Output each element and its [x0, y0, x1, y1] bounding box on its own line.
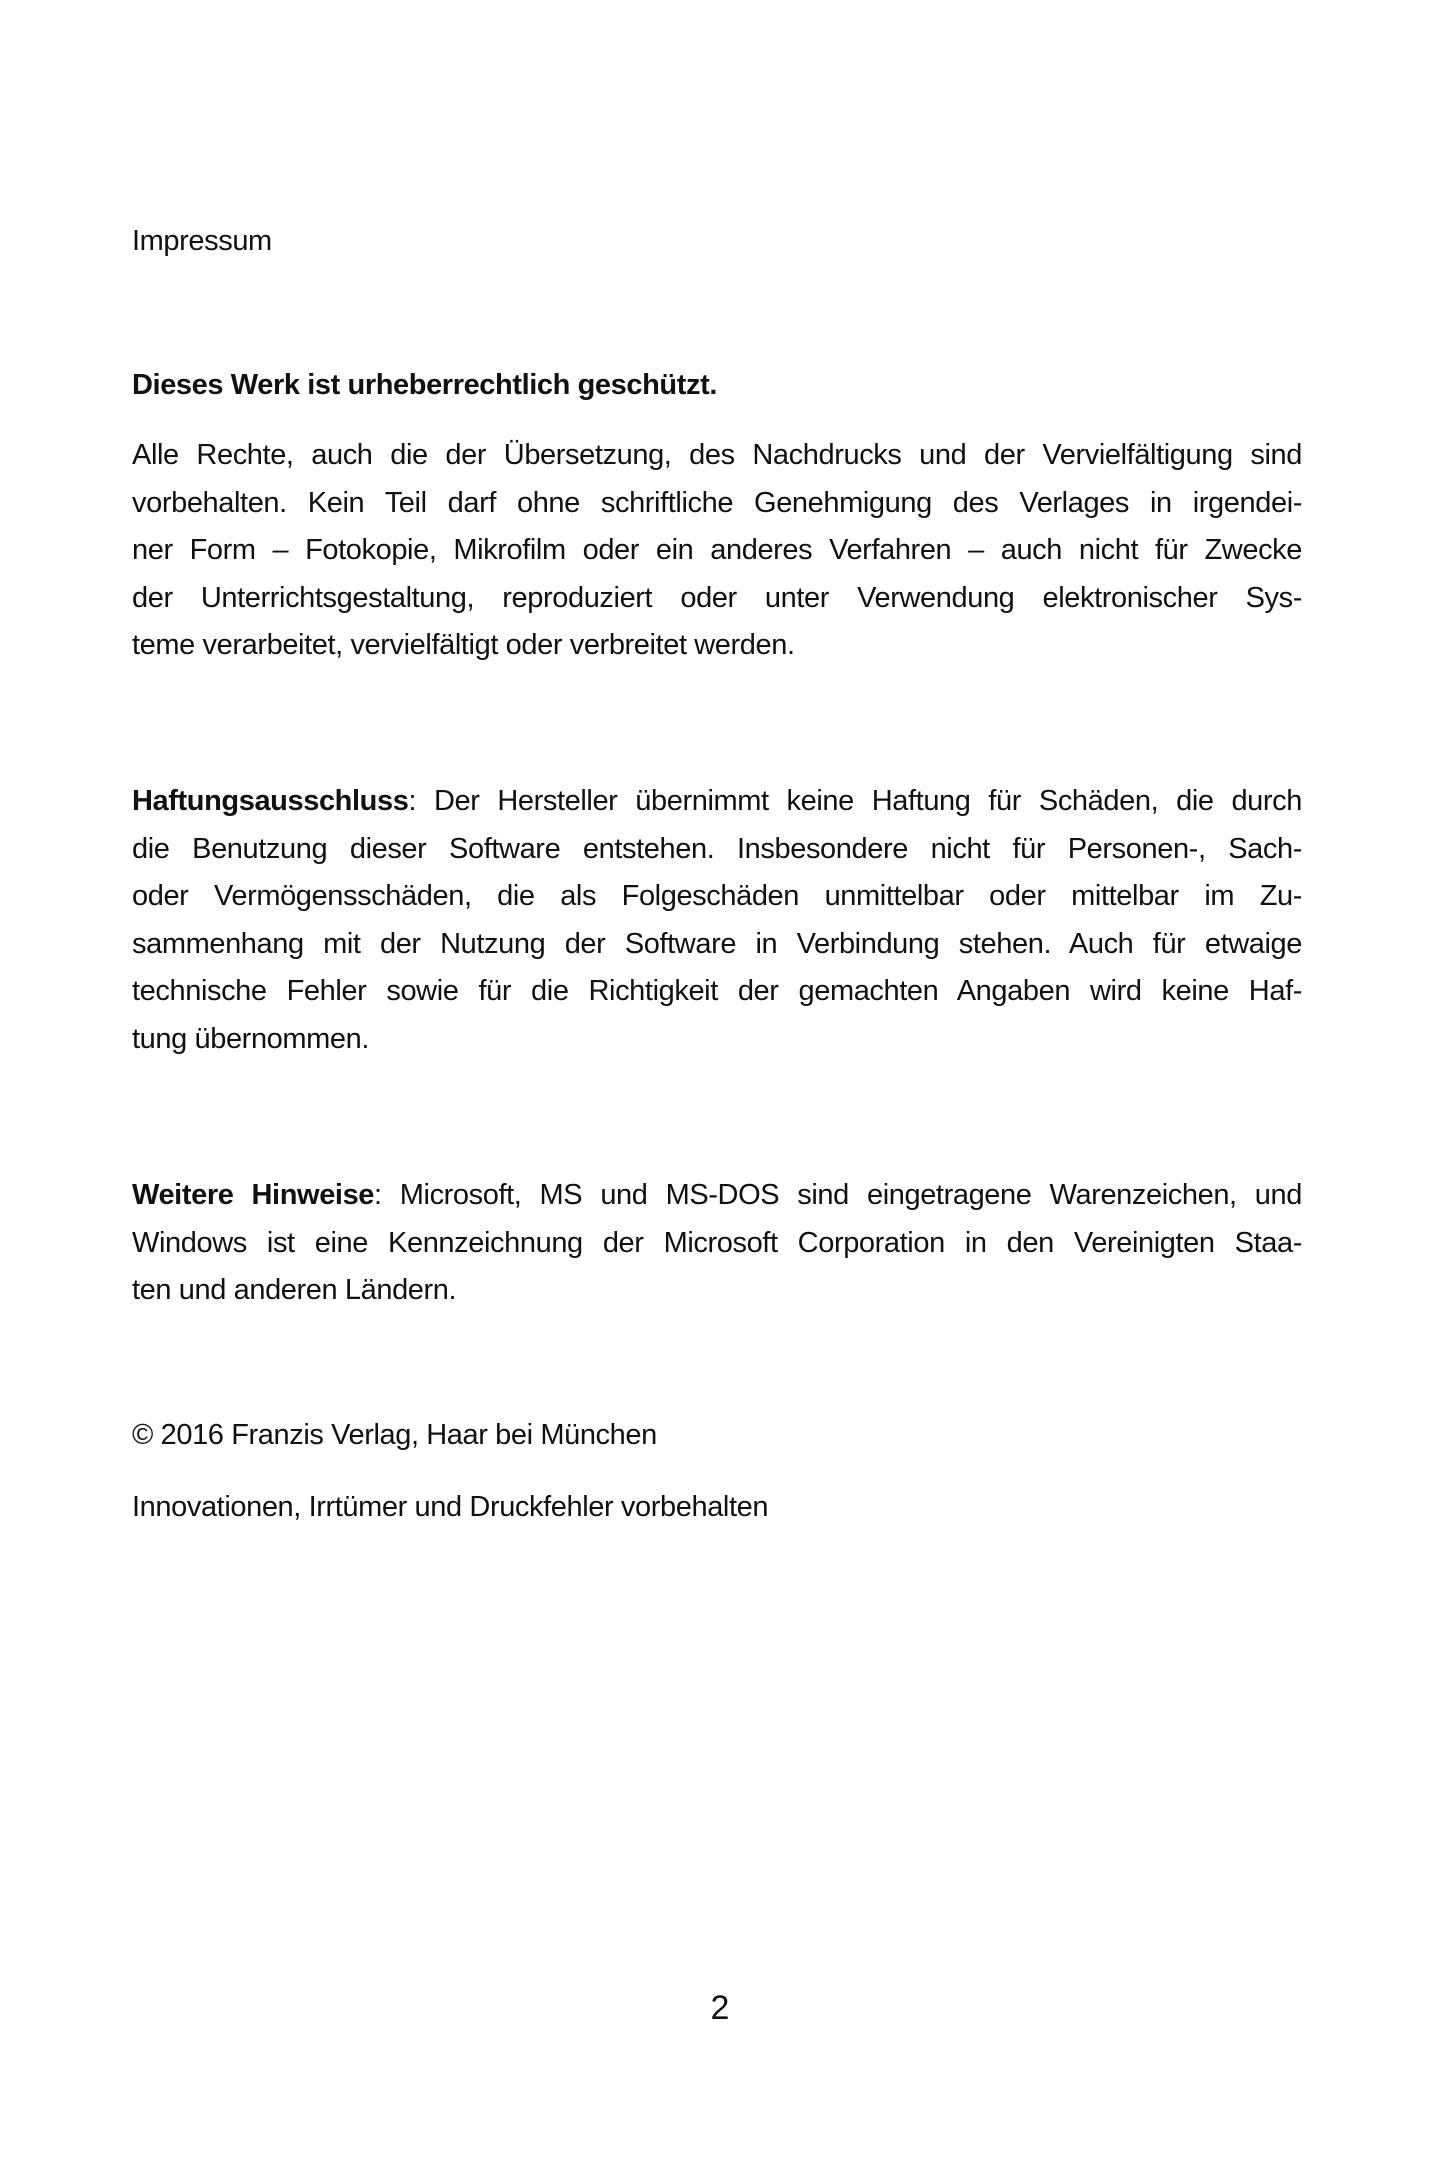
rights-paragraph: [132, 432, 1302, 670]
paragraph-line: Windows ist eine Kennzeichnung der Microsoft Corporation in den Vereinigten Staa-: [132, 1226, 1302, 1259]
copyright-line: © 2016 Franzis Verlag, Haar bei München: [132, 1419, 657, 1451]
paragraph-line: technische Fehler sowie für die Richtigkeit der gemachten Angaben wird keine Haf-: [132, 975, 1302, 1008]
disclaimer-first-line-text: : Der Hersteller übernimmt keine Haftung für Schäden, die durch: [408, 785, 1302, 817]
paragraph-line: oder Vermögensschäden, die als Folgeschäden unmittelbar oder mittelbar im Zu-: [132, 880, 1302, 913]
disclaimer-paragraph: [132, 778, 1302, 1064]
notes-paragraph: [132, 1172, 1302, 1315]
paragraph-line: Alle Rechte, auch die der Übersetzung, des Nachdrucks und der Vervielfältigung sind: [132, 439, 1302, 471]
paragraph-line: vorbehalten. Kein Teil darf ohne schriftliche Genehmigung des Verlages in irgendei-: [132, 486, 1302, 519]
paragraph-line: ner Form – Fotokopie, Mikrofilm oder ein anderes Verfahren – auch nicht für Zwecke: [132, 534, 1302, 567]
page-number: 2: [710, 1989, 730, 2027]
paragraph-line: ten und anderen Ländern.: [132, 1274, 457, 1307]
paragraph-line: die Benutzung dieser Software entstehen. Insbesondere nicht für Personen-, Sach-: [132, 832, 1302, 865]
copyright-heading: Dieses Werk ist urheberrechtlich geschützt.: [132, 369, 718, 401]
paragraph-line: tung übernommen.: [132, 1022, 370, 1055]
notes-label: Weitere Hinweise: [132, 1179, 375, 1211]
reservation-line: Innovationen, Irrtümer und Druckfehler vorbehalten: [132, 1491, 769, 1523]
paragraph-line: [132, 778, 1302, 826]
notes-first-line-text: : Microsoft, MS und MS-DOS sind eingetragene Warenzeichen, und: [374, 1179, 1302, 1211]
paragraph-line: sammenhang mit der Nutzung der Software in Verbindung stehen. Auch für etwaige: [132, 927, 1302, 960]
disclaimer-label: Haftungsausschluss: [132, 785, 409, 817]
paragraph-line: der Unterrichtsgestaltung, reproduziert oder unter Verwendung elektronischer Sys-: [132, 581, 1302, 614]
paragraph-line: [132, 1172, 1302, 1220]
section-title: Impressum: [132, 225, 272, 257]
paragraph-line: teme verarbeitet, vervielfältigt oder verbreitet werden.: [132, 629, 795, 662]
